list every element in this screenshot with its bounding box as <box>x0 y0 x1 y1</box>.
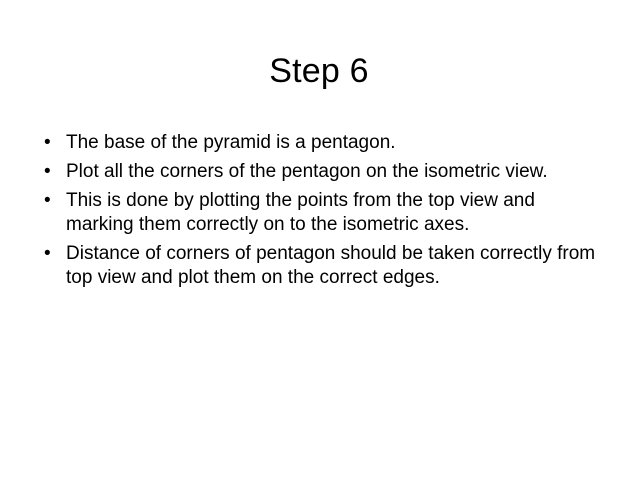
bullet-item <box>44 160 604 184</box>
bullet-list <box>44 131 604 295</box>
bullet-item <box>44 242 604 290</box>
bullet-icon: • <box>44 243 51 264</box>
bullet-item <box>44 131 604 155</box>
bullet-text: This is done by plotting the points from the top view and marking them correctly on to the isometric axes. <box>66 190 535 235</box>
bullet-text: The base of the pyramid is a pentagon. <box>66 132 396 153</box>
bullet-text: Distance of corners of pentagon should be taken correctly from top view and plot them on the correct edges. <box>66 243 596 288</box>
slide-title: Step 6 <box>269 52 369 90</box>
bullet-text: Plot all the corners of the pentagon on the isometric view. <box>66 161 548 182</box>
bullet-icon: • <box>44 132 51 153</box>
bullet-item <box>44 189 604 237</box>
bullet-icon: • <box>44 190 51 211</box>
bullet-icon: • <box>44 161 51 182</box>
